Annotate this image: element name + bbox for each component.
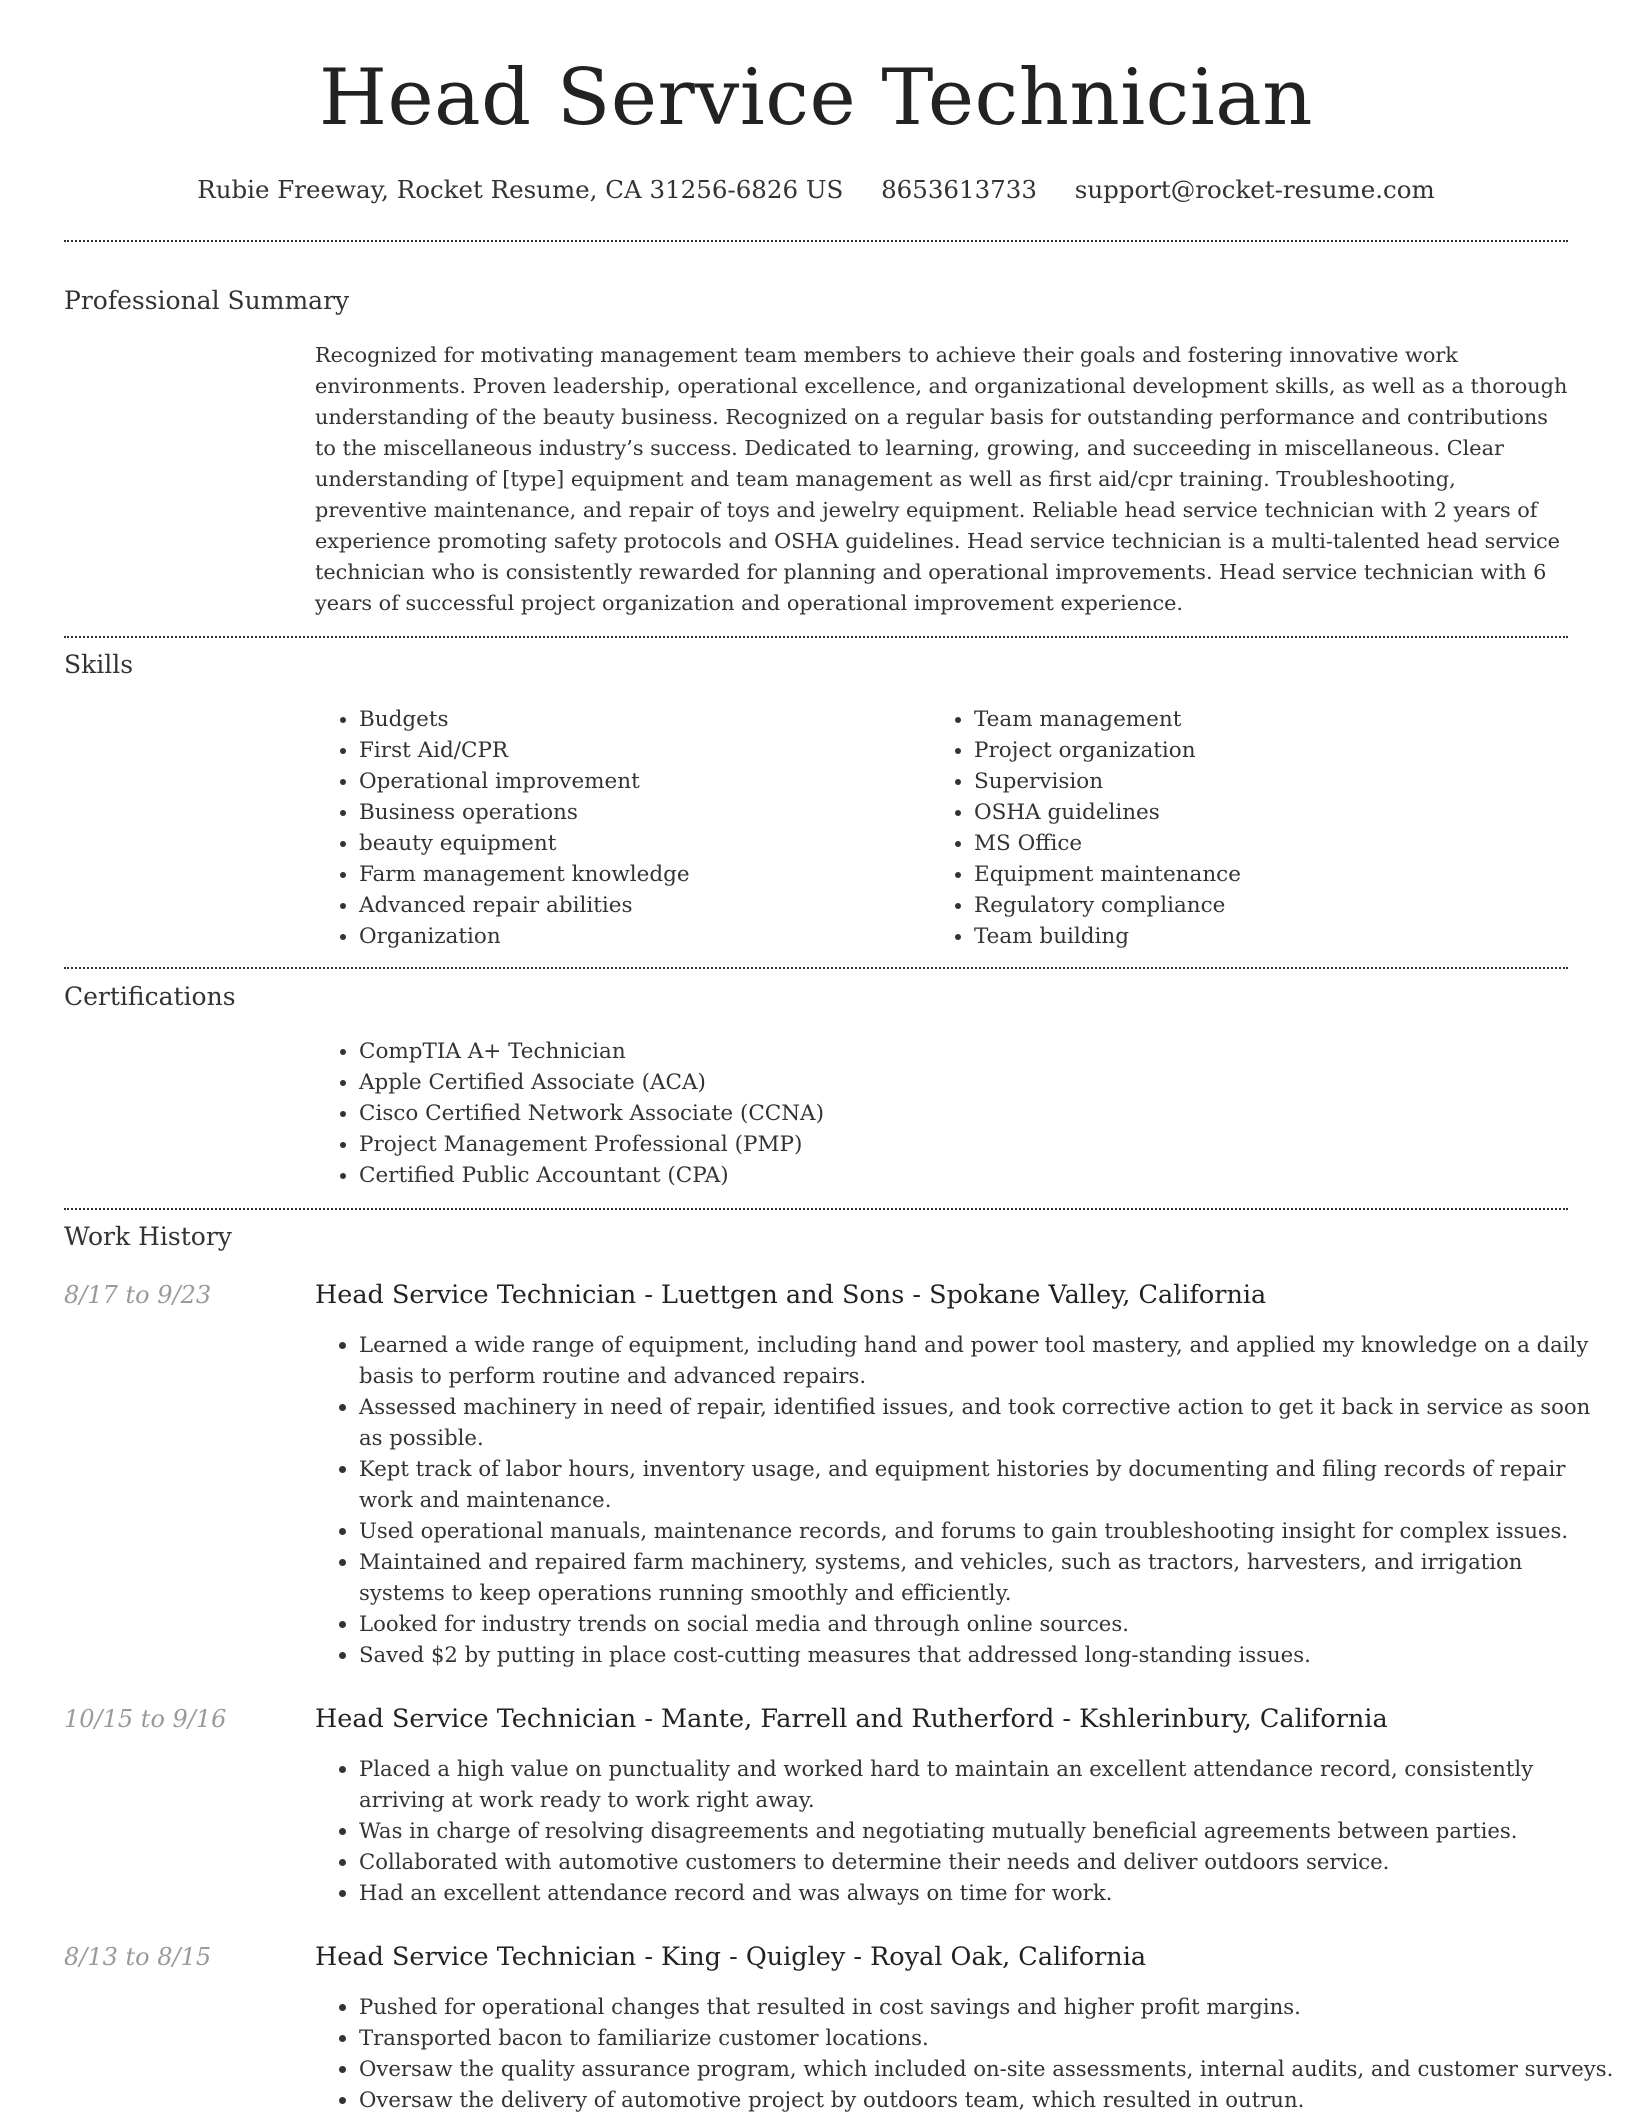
job-bullet: • Maintained and repaired farm machinery, systems, and vehicles, such as tractors, harvesters, and irrigation systems to keep operations running smoothly and efficiently. bbox=[359, 1546, 1614, 1608]
job-bullet: • Looked for industry trends on social media and through online sources. bbox=[359, 1608, 1614, 1639]
skill-item: • OSHA guidelines bbox=[974, 797, 1574, 828]
skill-item: • Operational improvement bbox=[359, 766, 929, 797]
section-title-summary: Professional Summary bbox=[64, 286, 350, 315]
job-bullet: • Collaborated with automotive customers to determine their needs and deliver outdoors service. bbox=[359, 1846, 1614, 1877]
certifications-list bbox=[315, 1036, 1559, 1191]
skill-item: • Business operations bbox=[359, 797, 929, 828]
job-bullets bbox=[315, 1753, 1614, 1908]
skill-item: • Organization bbox=[359, 921, 929, 952]
contact-line bbox=[0, 170, 1632, 210]
job-dates: 8/13 to 8/15 bbox=[64, 1943, 212, 1971]
job-bullet: • Assessed machinery in need of repair, identified issues, and took corrective action to get it back in service as soon as possible. bbox=[359, 1391, 1614, 1453]
job-dates: 10/15 to 9/16 bbox=[64, 1705, 227, 1733]
job-bullet: • Kept track of labor hours, inventory usage, and equipment histories by documenting and filing records of repair work and maintenance. bbox=[359, 1453, 1614, 1515]
job-heading: Head Service Technician - Mante, Farrell and Rutherford - Kshlerinbury, California bbox=[315, 1704, 1388, 1734]
divider bbox=[64, 1208, 1568, 1210]
skills-list-right bbox=[930, 704, 1574, 952]
divider bbox=[64, 636, 1568, 638]
skill-item: • Budgets bbox=[359, 704, 929, 735]
section-title-skills: Skills bbox=[64, 650, 134, 679]
job-bullet: • Had an excellent attendance record and was always on time for work. bbox=[359, 1877, 1614, 1908]
skill-item: • beauty equipment bbox=[359, 828, 929, 859]
skills-list-left bbox=[315, 704, 929, 952]
certification-item: • CompTIA A+ Technician bbox=[359, 1036, 1559, 1067]
job-bullet: • Oversaw the delivery of automotive project by outdoors team, which resulted in outrun. bbox=[359, 2084, 1614, 2115]
job-bullet: • Placed a high value on punctuality and worked hard to maintain an excellent attendance record, consistently arriving at work ready to work right away. bbox=[359, 1753, 1614, 1815]
job-bullet: • Was in charge of resolving disagreements and negotiating mutually beneficial agreements between parties. bbox=[359, 1815, 1614, 1846]
job-bullet: • Oversaw the quality assurance program, which included on-site assessments, internal audits, and customer surveys. bbox=[359, 2053, 1614, 2084]
section-title-certifications: Certifications bbox=[64, 982, 236, 1011]
job-bullet: • Learned a wide range of equipment, including hand and power tool mastery, and applied my knowledge on a daily basis to perform routine and advanced repairs. bbox=[359, 1329, 1614, 1391]
skill-item: • Project organization bbox=[974, 735, 1574, 766]
job-bullets bbox=[315, 1991, 1614, 2115]
skill-item: • Equipment maintenance bbox=[974, 859, 1574, 890]
certification-item: • Project Management Professional (PMP) bbox=[359, 1129, 1559, 1160]
skill-item: • Supervision bbox=[974, 766, 1574, 797]
job-bullet: • Saved $2 by putting in place cost-cutting measures that addressed long-standing issues. bbox=[359, 1639, 1614, 1670]
job-bullet: • Used operational manuals, maintenance records, and forums to gain troubleshooting insight for complex issues. bbox=[359, 1515, 1614, 1546]
skill-item: • Team building bbox=[974, 921, 1574, 952]
skill-item: • Farm management knowledge bbox=[359, 859, 929, 890]
job-bullets bbox=[315, 1329, 1614, 1670]
job-heading: Head Service Technician - Luettgen and Sons - Spokane Valley, California bbox=[315, 1280, 1267, 1310]
job-heading: Head Service Technician - King - Quigley - Royal Oak, California bbox=[315, 1942, 1147, 1972]
job-bullet: • Pushed for operational changes that resulted in cost savings and higher profit margins. bbox=[359, 1991, 1614, 2022]
certification-item: • Certified Public Accountant (CPA) bbox=[359, 1160, 1559, 1191]
skill-item: • Team management bbox=[974, 704, 1574, 735]
skill-item: • MS Office bbox=[974, 828, 1574, 859]
job-dates: 8/17 to 9/23 bbox=[64, 1281, 212, 1309]
job-bullet: • Transported bacon to familiarize customer locations. bbox=[359, 2022, 1614, 2053]
certification-item: • Cisco Certified Network Associate (CCNA) bbox=[359, 1098, 1559, 1129]
certification-item: • Apple Certified Associate (ACA) bbox=[359, 1067, 1559, 1098]
contact-address: Rubie Freeway, Rocket Resume, CA 31256-6826 US bbox=[197, 175, 844, 204]
skill-item: • First Aid/CPR bbox=[359, 735, 929, 766]
contact-email: support@rocket-resume.com bbox=[1074, 175, 1435, 204]
divider bbox=[64, 967, 1568, 969]
skill-item: • Advanced repair abilities bbox=[359, 890, 929, 921]
summary-text: Recognized for motivating management team members to achieve their goals and fostering innovative work environments. Proven leadership, operational excellence, and organizational development skills, as well as a thorough understanding of the beauty business. Recognized on a regular basis for outstanding performance and contributions to the miscellaneous industry’s success. Dedicated to learning, growing, and succeeding in miscellaneous. Clear understanding of [type] equipment and team management as well as first aid/cpr training. Troubleshooting, preventive maintenance, and repair of toys and jewelry equipment. Reliable head service technician with 2 years of experience promoting safety protocols and OSHA guidelines. Head service technician is a multi-talented head service technician who is consistently rewarded for planning and operational improvements. Head service technician with 6 years of successful project organization and operational improvement experience. bbox=[315, 343, 1568, 615]
skill-item: • Regulatory compliance bbox=[974, 890, 1574, 921]
section-title-work-history: Work History bbox=[64, 1222, 232, 1251]
resume-name: Head Service Technician bbox=[318, 53, 1314, 143]
contact-phone: 8653613733 bbox=[881, 175, 1037, 204]
divider bbox=[64, 240, 1568, 242]
